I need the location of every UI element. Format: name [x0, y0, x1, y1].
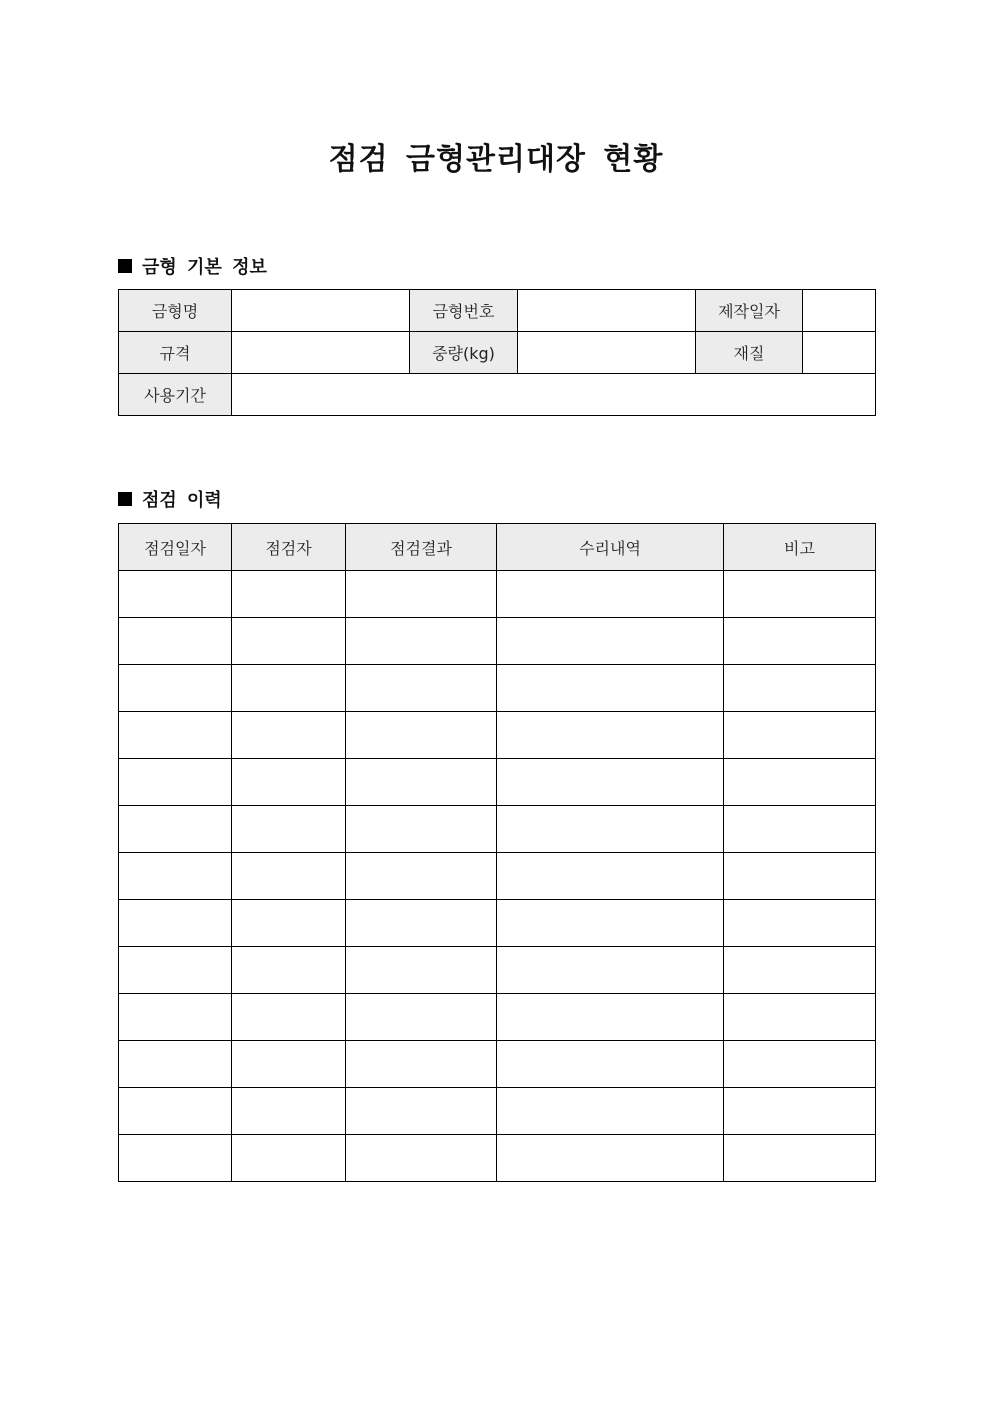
column-header-repair-history: 수리내역	[497, 524, 724, 571]
material-field[interactable]	[803, 332, 876, 374]
inspector-cell[interactable]	[232, 571, 346, 618]
inspection-result-cell[interactable]	[346, 759, 497, 806]
column-header-remarks: 비고	[724, 524, 876, 571]
repair-history-cell[interactable]	[497, 806, 724, 853]
table-row	[119, 571, 876, 618]
inspection-date-cell[interactable]	[119, 947, 232, 994]
inspection-date-cell[interactable]	[119, 1135, 232, 1182]
table-row	[119, 947, 876, 994]
table-row	[119, 806, 876, 853]
inspection-result-cell[interactable]	[346, 1041, 497, 1088]
remarks-cell[interactable]	[724, 900, 876, 947]
table-row	[119, 1088, 876, 1135]
remarks-cell[interactable]	[724, 571, 876, 618]
inspection-date-cell[interactable]	[119, 900, 232, 947]
remarks-cell[interactable]	[724, 806, 876, 853]
column-header-inspection-result: 점검결과	[346, 524, 497, 571]
table-row	[119, 290, 876, 332]
inspector-cell[interactable]	[232, 900, 346, 947]
inspection-result-cell[interactable]	[346, 665, 497, 712]
remarks-cell[interactable]	[724, 994, 876, 1041]
table-row	[119, 332, 876, 374]
inspector-cell[interactable]	[232, 853, 346, 900]
inspection-date-cell[interactable]	[119, 712, 232, 759]
table-row	[119, 900, 876, 947]
section-heading-history	[118, 486, 222, 512]
mold-name-label: 금형명	[119, 290, 232, 332]
inspection-date-cell[interactable]	[119, 571, 232, 618]
inspection-result-cell[interactable]	[346, 900, 497, 947]
repair-history-cell[interactable]	[497, 1041, 724, 1088]
inspection-result-cell[interactable]	[346, 853, 497, 900]
table-row	[119, 994, 876, 1041]
remarks-cell[interactable]	[724, 1135, 876, 1182]
column-header-inspection-date: 점검일자	[119, 524, 232, 571]
remarks-cell[interactable]	[724, 759, 876, 806]
inspection-date-cell[interactable]	[119, 665, 232, 712]
table-row	[119, 618, 876, 665]
table-row	[119, 1041, 876, 1088]
repair-history-cell[interactable]	[497, 994, 724, 1041]
inspector-cell[interactable]	[232, 947, 346, 994]
inspection-date-cell[interactable]	[119, 759, 232, 806]
inspector-cell[interactable]	[232, 618, 346, 665]
history-table-body	[119, 571, 876, 1182]
repair-history-cell[interactable]	[497, 1135, 724, 1182]
table-row	[119, 712, 876, 759]
square-bullet-icon	[118, 259, 132, 273]
inspector-cell[interactable]	[232, 712, 346, 759]
section-heading-label: 금형 기본 정보	[142, 257, 267, 278]
remarks-cell[interactable]	[724, 853, 876, 900]
table-header-row	[119, 524, 876, 571]
inspection-date-cell[interactable]	[119, 994, 232, 1041]
usage-period-field[interactable]	[232, 374, 876, 416]
inspection-result-cell[interactable]	[346, 1088, 497, 1135]
weight-field[interactable]	[518, 332, 696, 374]
inspection-result-cell[interactable]	[346, 618, 497, 665]
remarks-cell[interactable]	[724, 618, 876, 665]
mold-number-label: 금형번호	[410, 290, 518, 332]
repair-history-cell[interactable]	[497, 571, 724, 618]
inspection-result-cell[interactable]	[346, 806, 497, 853]
repair-history-cell[interactable]	[497, 900, 724, 947]
remarks-cell[interactable]	[724, 947, 876, 994]
square-bullet-icon	[118, 492, 132, 506]
inspection-result-cell[interactable]	[346, 947, 497, 994]
repair-history-cell[interactable]	[497, 712, 724, 759]
spec-field[interactable]	[232, 332, 410, 374]
remarks-cell[interactable]	[724, 712, 876, 759]
inspector-cell[interactable]	[232, 1041, 346, 1088]
inspection-date-cell[interactable]	[119, 806, 232, 853]
section-heading-label: 점검 이력	[142, 490, 222, 511]
inspection-result-cell[interactable]	[346, 994, 497, 1041]
basic-info-table	[118, 289, 876, 416]
inspector-cell[interactable]	[232, 759, 346, 806]
repair-history-cell[interactable]	[497, 618, 724, 665]
column-header-inspector: 점검자	[232, 524, 346, 571]
remarks-cell[interactable]	[724, 1088, 876, 1135]
repair-history-cell[interactable]	[497, 853, 724, 900]
inspection-date-cell[interactable]	[119, 1088, 232, 1135]
section-heading-basic-info	[118, 253, 267, 279]
remarks-cell[interactable]	[724, 665, 876, 712]
usage-period-label: 사용기간	[119, 374, 232, 416]
weight-label: 중량(kg)	[410, 332, 518, 374]
inspection-result-cell[interactable]	[346, 1135, 497, 1182]
material-label: 재질	[696, 332, 803, 374]
inspector-cell[interactable]	[232, 1135, 346, 1182]
table-row	[119, 759, 876, 806]
inspection-result-cell[interactable]	[346, 571, 497, 618]
page-title: 점검 금형관리대장 현황	[328, 142, 664, 177]
spec-label: 규격	[119, 332, 232, 374]
table-row	[119, 853, 876, 900]
repair-history-cell[interactable]	[497, 947, 724, 994]
inspector-cell[interactable]	[232, 1088, 346, 1135]
inspection-history-table	[118, 523, 876, 1182]
inspection-result-cell[interactable]	[346, 712, 497, 759]
inspector-cell[interactable]	[232, 665, 346, 712]
mold-name-field[interactable]	[232, 290, 410, 332]
table-row	[119, 665, 876, 712]
remarks-cell[interactable]	[724, 1041, 876, 1088]
table-row	[119, 1135, 876, 1182]
production-date-label: 제작일자	[696, 290, 803, 332]
repair-history-cell[interactable]	[497, 665, 724, 712]
inspection-date-cell[interactable]	[119, 618, 232, 665]
mold-number-field[interactable]	[518, 290, 696, 332]
table-row	[119, 374, 876, 416]
inspector-cell[interactable]	[232, 806, 346, 853]
production-date-field[interactable]	[803, 290, 876, 332]
inspection-date-cell[interactable]	[119, 1041, 232, 1088]
repair-history-cell[interactable]	[497, 759, 724, 806]
inspection-date-cell[interactable]	[119, 853, 232, 900]
inspector-cell[interactable]	[232, 994, 346, 1041]
repair-history-cell[interactable]	[497, 1088, 724, 1135]
